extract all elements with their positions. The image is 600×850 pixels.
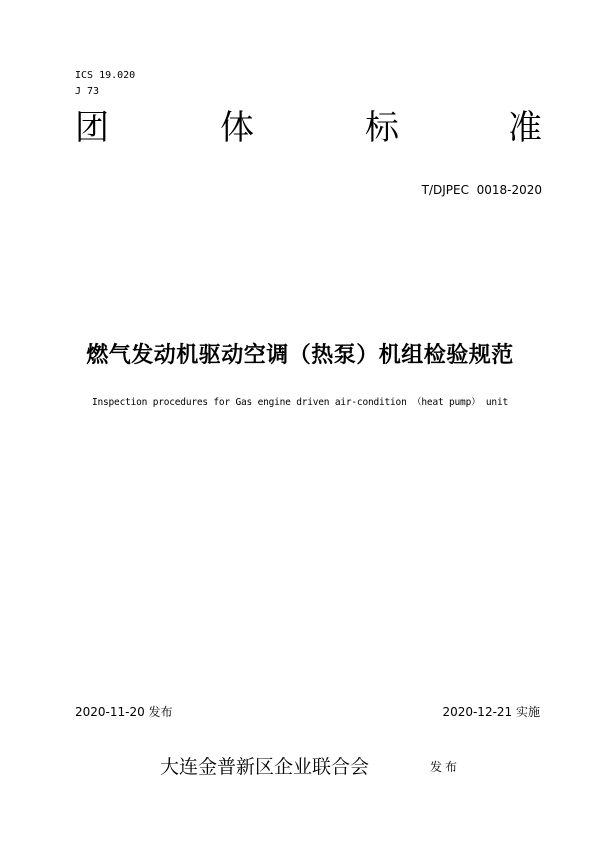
standard-type-char-4: 准	[508, 108, 542, 148]
publishing-organization: 大连金普新区企业联合会	[160, 756, 370, 778]
document-title-en: Inspection procedures for Gas engine driven air-condition （heat pump） unit	[91, 397, 508, 408]
standard-type-char-3: 标	[365, 108, 399, 148]
implement-date: 2020-12-21 实施	[442, 705, 540, 719]
publish-date: 2020-11-20 发布	[75, 705, 173, 719]
document-title-zh: 燃气发动机驱动空调（热泵）机组检验规范	[86, 343, 514, 368]
ics-code: ICS 19.020	[75, 70, 136, 81]
standard-type-char-2: 体	[220, 108, 254, 148]
publish-label: 发布	[430, 760, 461, 774]
ccs-code: J 73	[75, 86, 100, 97]
standard-type-char-1: 团	[75, 108, 109, 148]
standard-number: T/DJPEC 0018-2020	[421, 183, 542, 197]
